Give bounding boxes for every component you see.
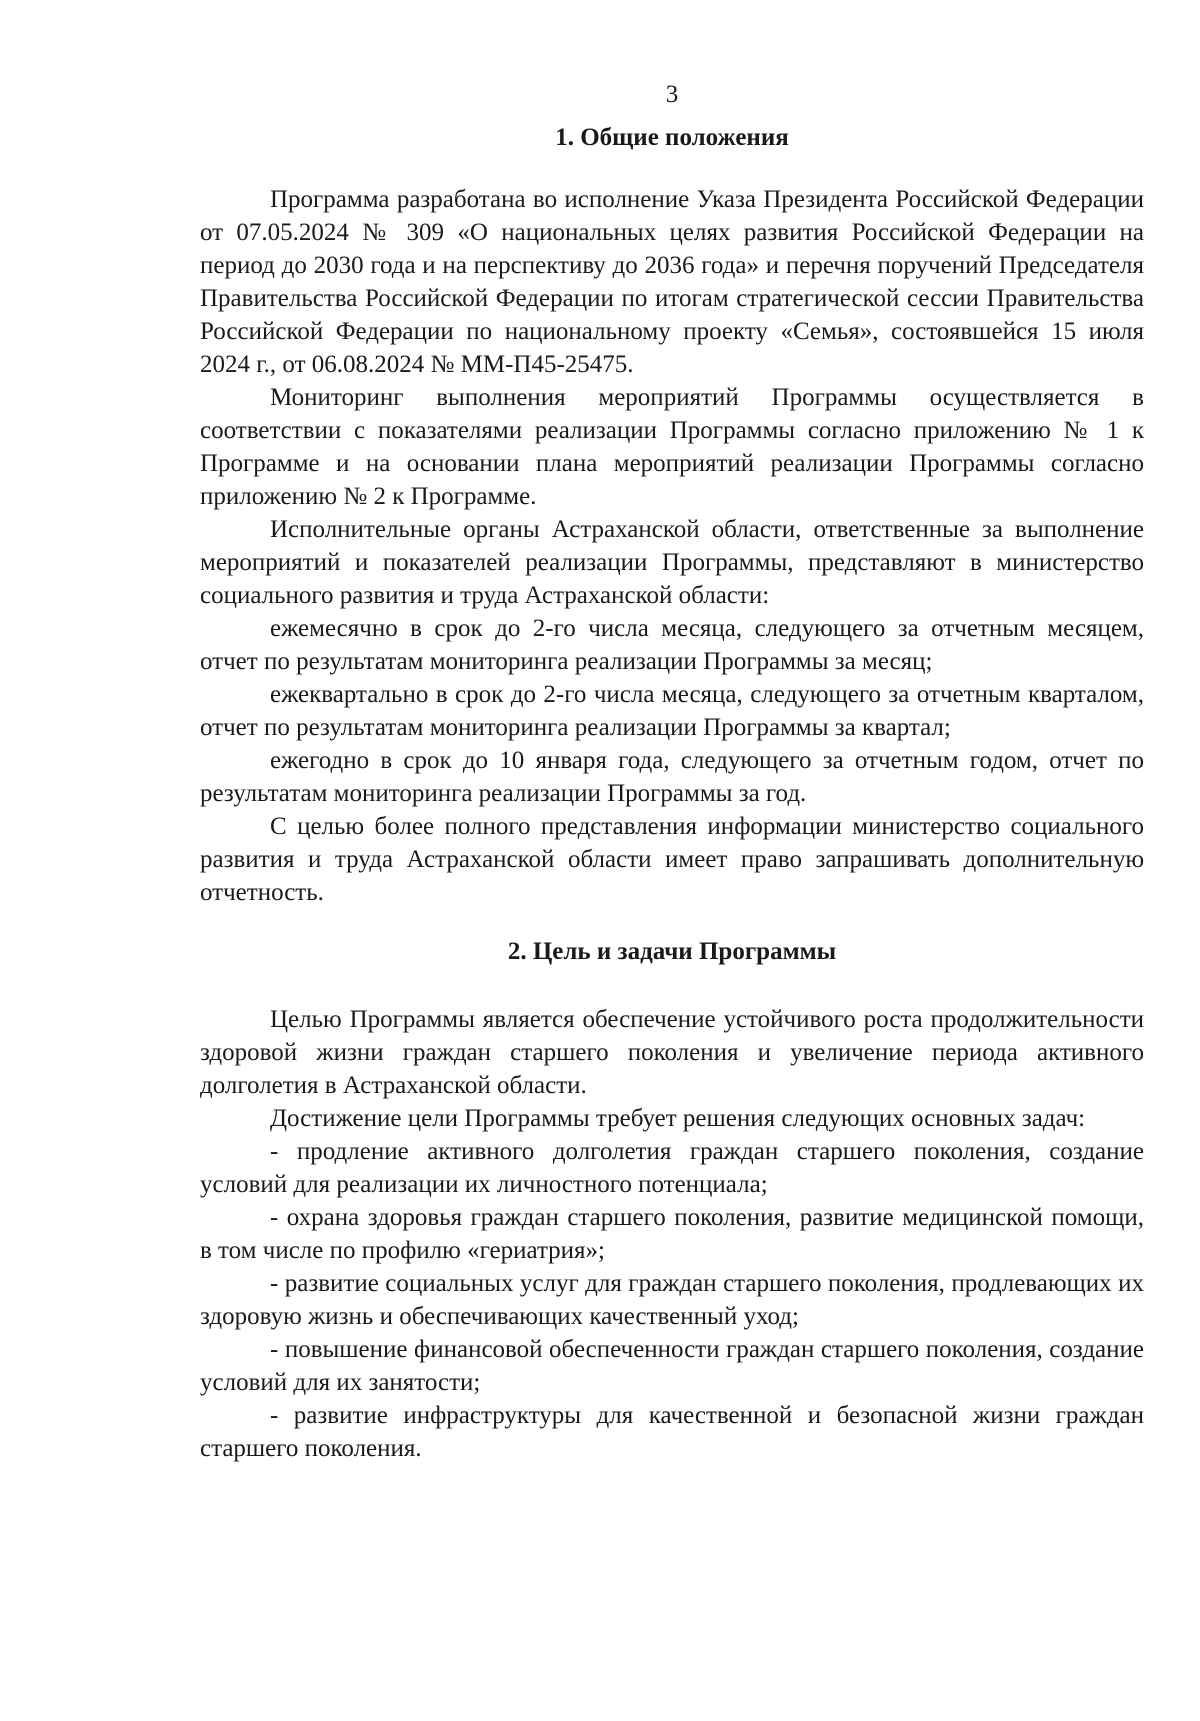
section-2-title: 2. Цель и задачи Программы	[507, 938, 837, 965]
paragraph: Мониторинг выполнения мероприятий Программы осуществляется в соответствии с показателями реализации Программы согласно приложению № 1 к Программе и на основании плана мероприятий реализации Программы согласно приложению № 2 к Программе.	[200, 384, 1144, 510]
paragraph: Достижение цели Программы требует решения следующих основных задач:	[270, 1105, 1086, 1132]
list-item: - развитие инфраструктуры для качественной и безопасной жизни граждан старшего поколения.	[200, 1402, 1144, 1462]
list-item: - повышение финансовой обеспеченности граждан старшего поколения, создание условий для их занятости;	[200, 1336, 1144, 1396]
paragraph: С целью более полного представления информации министерство социального развития и труда Астраханской области имеет право запрашивать дополнительную отчетность.	[200, 813, 1144, 906]
list-item: - охрана здоровья граждан старшего поколения, развитие медицинской помощи, в том числе по профилю «гериатрия»;	[200, 1204, 1144, 1264]
paragraph: Целью Программы является обеспечение устойчивого роста продолжительности здоровой жизни граждан старшего поколения и увеличение периода активного долголетия в Астраханской области.	[200, 1006, 1144, 1099]
section-2-body	[200, 1003, 1144, 1465]
paragraph: ежегодно в срок до 10 января года, следующего за отчетным годом, отчет по результатам мониторинга реализации Программы за год.	[200, 747, 1144, 807]
list-item: - продление активного долголетия граждан старшего поколения, создание условий для реализации их личностного потенциала;	[200, 1138, 1144, 1198]
page-number: 3	[665, 81, 679, 108]
paragraph: Программа разработана во исполнение Указа Президента Российской Федерации от 07.05.2024 № 309 «О национальных целях развития Российской Федерации на период до 2030 года и на перспективу до 2036 года» и перечня поручений Председателя Правительства Российской Федерации по итогам стратегической сессии Правительства Российской Федерации по национальному проекту «Семья», состоявшейся 15 июля 2024 г., от 06.08.2024 № ММ-П45-25475.	[200, 186, 1144, 378]
paragraph: Исполнительные органы Астраханской области, ответственные за выполнение мероприятий и показателей реализации Программы, представляют в министерство социального развития и труда Астраханской области:	[200, 516, 1144, 609]
document-page	[200, 78, 1144, 1465]
list-item: - развитие социальных услуг для граждан старшего поколения, продлевающих их здоровую жизнь и обеспечивающих качественный уход;	[200, 1270, 1144, 1330]
section-1-title: 1. Общие положения	[555, 124, 789, 151]
paragraph: ежемесячно в срок до 2-го числа месяца, следующего за отчетным месяцем, отчет по результатам мониторинга реализации Программы за месяц;	[200, 615, 1144, 675]
section-1-body	[200, 183, 1144, 909]
paragraph: ежеквартально в срок до 2-го числа месяца, следующего за отчетным кварталом, отчет по результатам мониторинга реализации Программы за квартал;	[200, 681, 1144, 741]
